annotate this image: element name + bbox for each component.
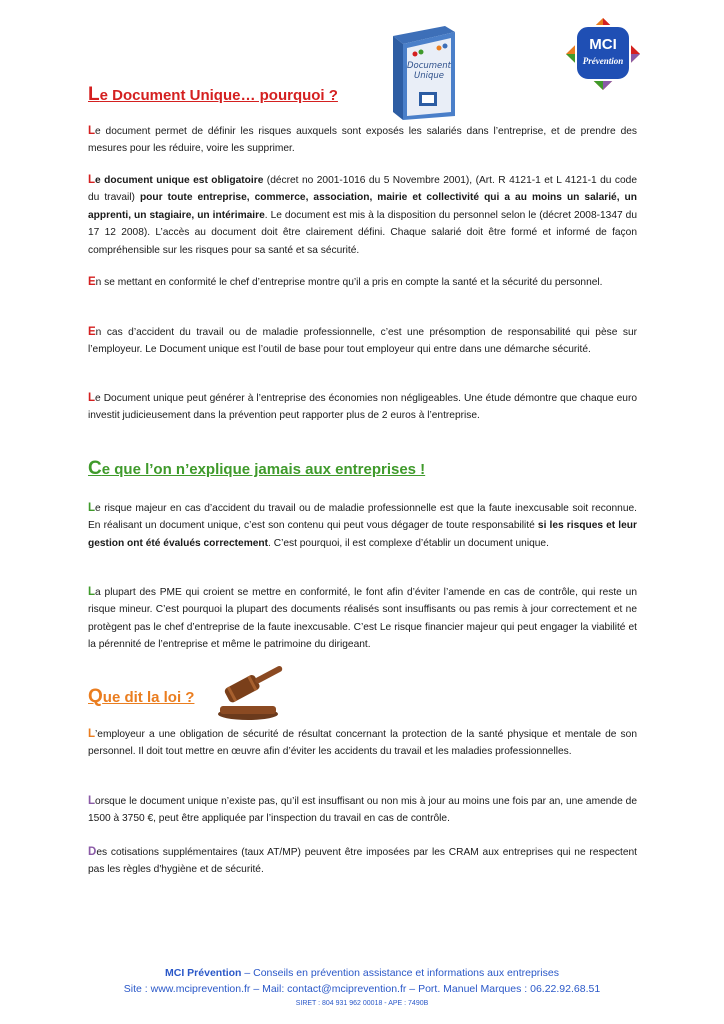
paragraph-text: n se mettant en conformité le chef d’entreprise montre qu’il a pris en compte la santé et la sécurité du personnel.	[95, 277, 603, 288]
paragraph	[88, 172, 637, 259]
paragraph-text: . C’est pourquoi, il est complexe d’établir un document unique.	[268, 537, 549, 549]
drop-initial: L	[88, 586, 96, 598]
footer-tagline	[0, 967, 724, 979]
paragraph	[88, 726, 637, 761]
paragraph	[88, 274, 637, 291]
heading-text: e que l’on n’explique jamais aux entreprises !	[101, 461, 426, 478]
paragraph-bold-text: si les risques et leur gestion ont été évalués correctement	[88, 520, 637, 549]
paragraph-text: a plupart des PME qui croient se mettre en conformité, le font afin d’éviter l’amende en cas de contrôle, qui reste un risque mineur. C’est pourquoi la plupart des documents réalisés sont insuffisants ou pas remis à jour correctement et ne protègent pas le chef d’entreprise de la faute inexcusable. C’est Le risque financier majeur qui peut engager la viabilité et la pérennité de l’entreprise et même le patrimoine du dirigeant.	[88, 587, 637, 651]
paragraph-bold-text: e document unique est obligatoire	[95, 175, 264, 186]
paragraph	[88, 500, 637, 552]
footer-brand: MCI Prévention	[165, 967, 242, 979]
drop-initial: L	[88, 502, 96, 514]
heading-initial: Q	[88, 686, 103, 707]
section-heading-que-dit-la-loi	[88, 688, 194, 707]
paragraph-bold-text: pour toute entreprise, commerce, association, mairie et collectivité qui a au moins un salarié, un apprenti, un stagiaire, un intérimaire	[88, 192, 637, 221]
footer-tagline-text: – Conseils en prévention assistance et informations aux entreprises	[241, 967, 559, 979]
heading-text: ue dit la loi ?	[102, 689, 195, 706]
paragraph-text: (décret no 2001-1016 du 5 Novembre 2001), (Art. R 4121-1 et L 4121-1 du code du travail)	[88, 175, 637, 204]
paragraph-text: e document permet de définir les risques auxquels sont exposés les salariés dans l’entreprise, et de prendre des mesures pour les réduire, voire les supprimer.	[88, 126, 637, 155]
paragraph	[88, 123, 637, 158]
heading-initial: C	[88, 458, 102, 479]
heading-initial: L	[88, 84, 100, 105]
paragraph	[88, 584, 637, 654]
drop-initial: L	[88, 392, 96, 404]
section-heading-ce-que-lon	[88, 460, 425, 479]
drop-initial: L	[88, 125, 96, 137]
binder-label-line2: Unique	[414, 71, 444, 81]
paragraph	[88, 390, 637, 425]
paragraph-text: ’employeur a une obligation de sécurité de résultat concernant la protection de la santé physique et mentale de son personnel. Il doit tout mettre en œuvre afin d’éviter les accidents du travail et les maladies professionnelles.	[88, 729, 637, 758]
paragraph	[88, 793, 637, 828]
drop-initial: D	[88, 846, 97, 858]
document-unique-binder-image	[385, 22, 463, 120]
drop-initial: E	[88, 326, 96, 338]
drop-initial: L	[88, 174, 96, 186]
footer-siret: SIRET : 804 931 962 00018 - APE : 7490B	[295, 1000, 429, 1007]
judge-gavel-image	[212, 664, 290, 722]
drop-initial: L	[88, 795, 96, 807]
binder-label-line1: Document	[406, 61, 452, 71]
heading-text: e Document Unique… pourquoi ?	[99, 87, 338, 104]
footer-contact: Site : www.mciprevention.fr – Mail: contact@mciprevention.fr – Port. Manuel Marques : 06.22.92.68.51	[123, 983, 601, 995]
paragraph-text: n cas d’accident du travail ou de maladie professionnelle, c’est une présomption de responsabilité qui pèse sur l’employeur. Le Document unique est l’outil de base pour tout employeur qui entre dans une démarche sécurité.	[88, 327, 637, 356]
logo-text-mci: MCI	[589, 36, 617, 53]
paragraph	[88, 844, 637, 879]
logo-text-prevention: Prévention	[582, 56, 624, 66]
paragraph-text: . Le document est mis à la disposition du personnel selon le (décret 2008-1347 du 17 12 2008). L’accès au document doit être clairement défini. Chaque salarié doit être formé et informé de façon compréhensible sur les risques pour sa santé et sa sécurité.	[88, 209, 638, 256]
paragraph-text: e Document unique peut générer à l’entreprise des économies non négligeables. Une étude démontre que chaque euro investit judicieusement dans la prévention peut rapporter plus de 2 euros à l’entreprise.	[88, 393, 637, 422]
paragraph-text: orsque le document unique n’existe pas, qu’il est insuffisant ou non mis à jour au moins une fois par an, une amende de 1500 à 3750 €, peut être appliquée par l’inspection du travail en cas de contrôle.	[88, 796, 637, 825]
drop-initial: E	[88, 276, 96, 288]
drop-initial: L	[88, 728, 96, 740]
paragraph	[88, 324, 637, 359]
paragraph-text: es cotisations supplémentaires (taux AT/MP) peuvent être imposées par les CRAM aux entreprises qui ne respectent pas les règles d'hygiène et de sécurité.	[88, 847, 637, 876]
mci-prevention-logo	[566, 18, 640, 90]
paragraph-text: e risque majeur en cas d’accident du travail ou de maladie professionnelle est que la faute inexcusable soit reconnue. En réalisant un document unique, c’est son contenu qui peut vous dégager de toute responsabilité	[88, 503, 637, 532]
section-heading-pourquoi	[88, 86, 338, 105]
